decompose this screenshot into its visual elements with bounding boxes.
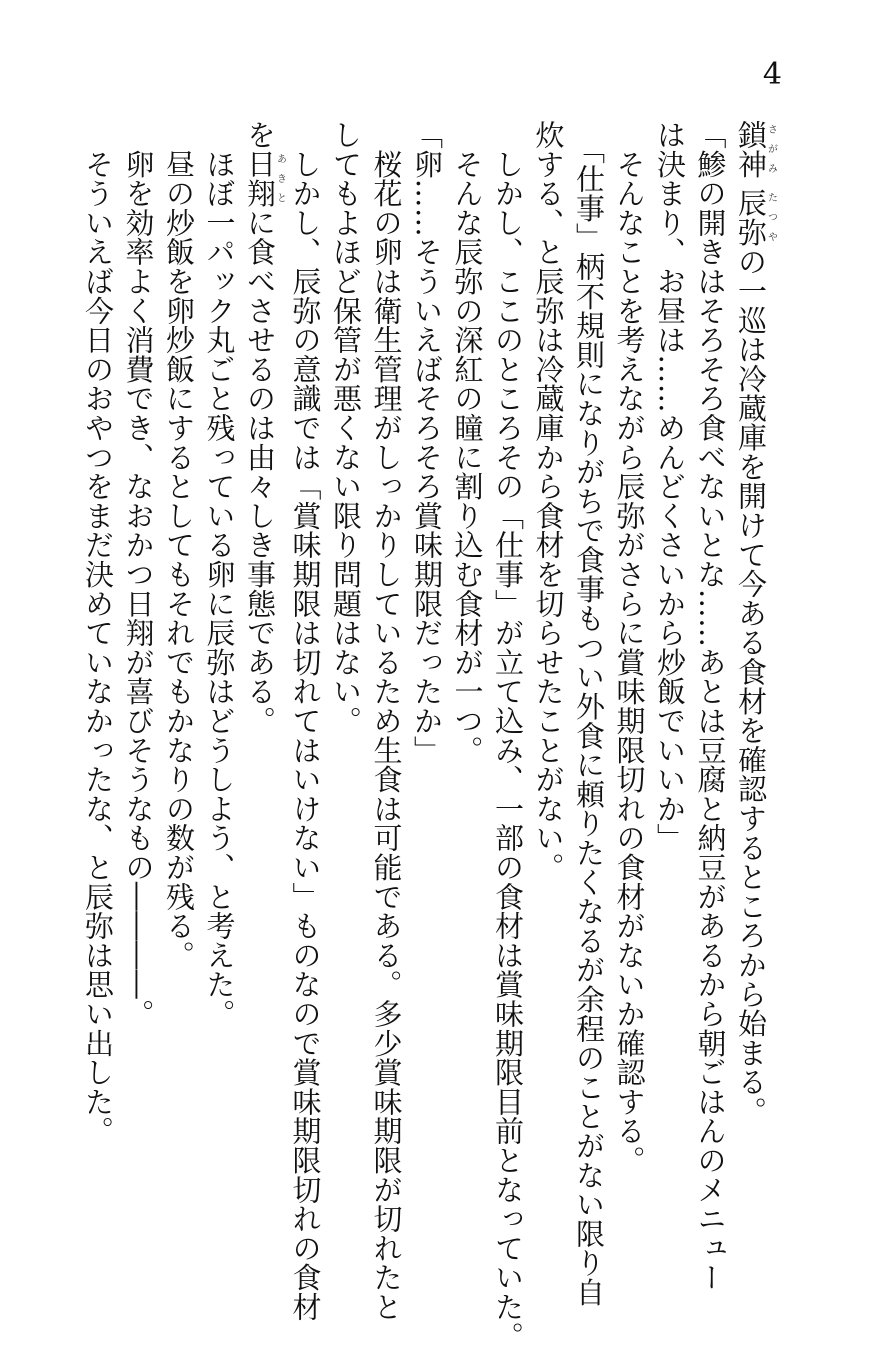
page-number: 4 bbox=[762, 57, 782, 92]
text-line bbox=[199, 120, 240, 1120]
text-line bbox=[118, 120, 159, 1120]
text-run: 卵を効率よく消費でき、なおかつ日翔が喜びそうなもの――――。 bbox=[121, 120, 156, 1029]
text-line bbox=[528, 120, 569, 1120]
text-line bbox=[447, 120, 488, 1120]
text-line bbox=[78, 120, 119, 1146]
text-run: しかし、辰弥の意識では「賞味期限は切れてはいけない」ものなので賞味期限切れの食材 bbox=[288, 120, 323, 1322]
text-line bbox=[650, 120, 691, 1120]
text-line bbox=[366, 120, 407, 1322]
text-run bbox=[734, 179, 768, 189]
ruby-base: 日翔 bbox=[243, 149, 277, 208]
text-run: 「鯵の開きはそろそろ食べないとな……あとは豆腐と納豆があるから朝ごはんのメニュー bbox=[693, 120, 728, 1292]
text-run: 昼の炒飯を卵炒飯にするとしてもそれでもかなりの数が残る。 bbox=[162, 120, 196, 970]
ruby-reading: たつや bbox=[765, 188, 777, 247]
text-run: 炊する、と辰弥は冷蔵庫から食材を切らせたことがない。 bbox=[531, 120, 566, 882]
text-run: しかし、ここのところその「仕事」が立て込み、一部の食材は賞味期限目前となっていた。 bbox=[491, 120, 525, 1351]
text-run: ほぼ一パック丸ごと残っている卵に辰弥はどうしよう、と考えた。 bbox=[202, 120, 237, 1029]
text-line bbox=[285, 120, 326, 1322]
text-line bbox=[488, 120, 529, 1351]
ruby-annotation bbox=[734, 188, 777, 247]
text-line bbox=[569, 120, 610, 1307]
ruby-reading: さがみ bbox=[765, 120, 777, 179]
ruby-annotation bbox=[243, 149, 286, 208]
ruby-base: 辰弥 bbox=[734, 188, 768, 247]
text-line bbox=[159, 120, 200, 1120]
text-run: 桜花の卵は衛生管理がしっかりしているため生食は可能である。多少賞味期限が切れたと bbox=[369, 120, 404, 1322]
text-run: そんなことを考えながら辰弥がさらに賞味期限切れの食材がないか確認する。 bbox=[612, 120, 647, 1175]
text-run: そういえば今日のおやつをまだ決めていなかったな、と辰弥は思い出した。 bbox=[81, 120, 115, 1146]
ruby-base: 鎖神 bbox=[734, 120, 768, 179]
text-run: そんな辰弥の深紅の瞳に割り込む食材が一つ。 bbox=[450, 120, 485, 765]
text-line bbox=[731, 120, 777, 1126]
text-line bbox=[690, 120, 731, 1292]
text-run: は決まり、お昼は……めんどくさいから炒飯でいいか」 bbox=[653, 120, 687, 853]
text-run: 「仕事」柄不規則になりがちで食事もつい外食に頼りたくなるが余程のことがない限り自 bbox=[572, 120, 606, 1307]
text-run: の一巡は冷蔵庫を開けて今ある食材を確認するところから始まる。 bbox=[734, 246, 768, 1126]
text-line bbox=[326, 120, 367, 1120]
text-line bbox=[407, 120, 448, 1120]
text-line bbox=[609, 120, 650, 1175]
text-run: に食べさせるのは由々しき事態である。 bbox=[243, 207, 277, 736]
text-run: 「卵……そういえばそろそろ賞味期限だったか」 bbox=[410, 120, 444, 765]
vertical-text-block bbox=[81, 120, 777, 1351]
text-line bbox=[240, 120, 286, 1120]
ruby-reading: あきと bbox=[274, 149, 286, 208]
text-run: してもよほど保管が悪くない限り問題はない。 bbox=[329, 120, 363, 736]
text-run: を bbox=[243, 120, 277, 150]
ruby-annotation bbox=[734, 120, 777, 179]
